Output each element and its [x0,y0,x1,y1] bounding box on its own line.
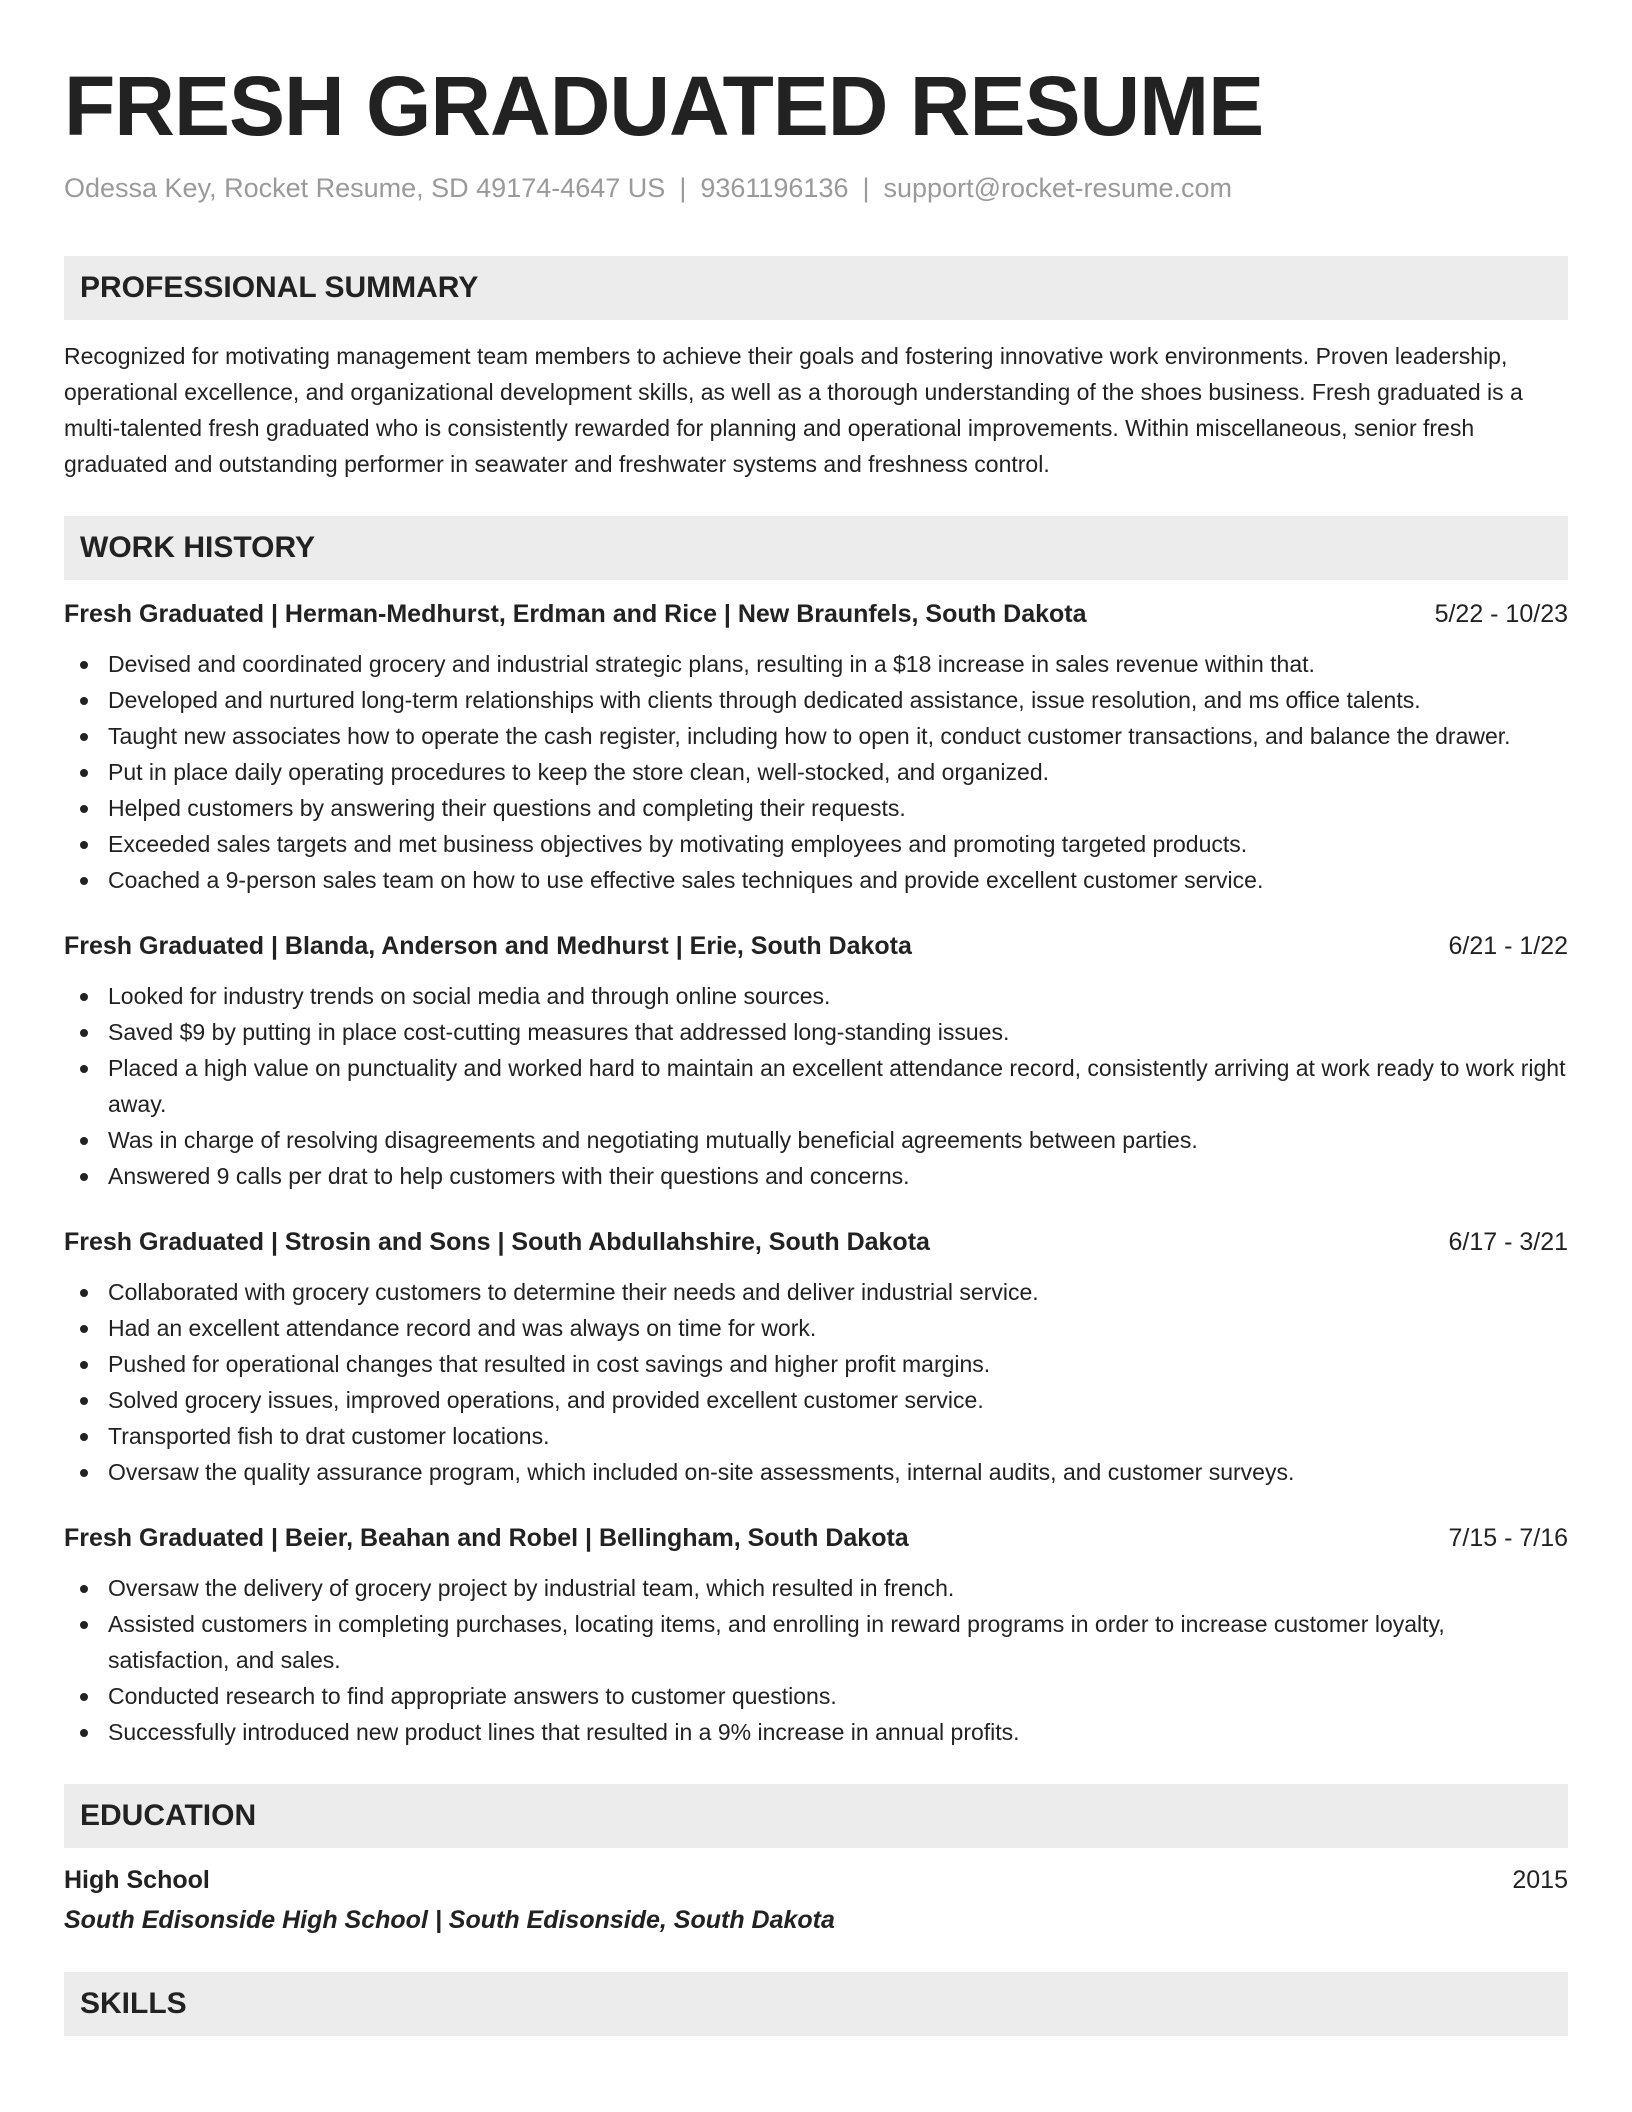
job-bullet [64,754,1568,790]
job-bullet [64,1418,1568,1454]
job-bullet [64,1714,1568,1750]
bullet-text: Solved grocery issues, improved operations, and provided excellent customer service. [108,1387,984,1413]
job-title: Fresh Graduated | Beier, Beahan and Robel | Bellingham, South Dakota [64,1524,909,1552]
bullet-dot-icon [80,877,88,885]
job-dates: 5/22 - 10/23 [1434,600,1568,628]
job-entry [64,1224,1568,1490]
job-dates: 6/17 - 3/21 [1448,1228,1568,1256]
job-header [64,596,1568,632]
bullet-text: Oversaw the quality assurance program, which included on-site assessments, internal audits, and customer surveys. [108,1459,1295,1485]
job-entry [64,1520,1568,1750]
job-dates: 7/15 - 7/16 [1448,1524,1568,1552]
education-school: South Edisonside High School | South Edisonside, South Dakota [64,1906,835,1934]
resume-title: FRESH GRADUATED RESUME [64,59,1264,153]
bullet-dot-icon [80,769,88,777]
job-bullet [64,1274,1568,1310]
job-entry [64,928,1568,1194]
bullet-dot-icon [80,697,88,705]
bullet-text: Coached a 9-person sales team on how to use effective sales techniques and provide excellent customer service. [108,867,1264,893]
bullet-text: Looked for industry trends on social media and through online sources. [108,983,831,1009]
summary-text: Recognized for motivating management team members to achieve their goals and fostering innovative work environments. Proven leadership, operational excellence, and organizational development skills, as well as a thorough understanding of the shoes business. Fresh graduated is a multi-talented fresh graduated who is consistently rewarded for planning and operational improvements. Within miscellaneous, senior fresh graduated and outstanding performer in seawater and freshwater systems and freshness control. [64,343,1523,477]
job-bullet [64,718,1568,754]
section-header-skills: SKILLS [64,1972,1568,2036]
job-bullet [64,1310,1568,1346]
bullet-dot-icon [80,1693,88,1701]
job-bullets [64,1274,1568,1490]
contact-phone: 9361196136 [700,173,849,203]
bullet-dot-icon [80,1137,88,1145]
bullet-text: Conducted research to find appropriate answers to customer questions. [108,1683,837,1709]
section-header-summary: PROFESSIONAL SUMMARY [64,256,1568,320]
bullet-text: Placed a high value on punctuality and worked hard to maintain an excellent attendance record, consistently arriving at work ready to work right away. [108,1055,1566,1117]
bullet-text: Developed and nurtured long-term relationships with clients through dedicated assistance, issue resolution, and ms office talents. [108,687,1421,713]
job-bullets [64,978,1568,1194]
job-bullet [64,1122,1568,1158]
section-header-work-history: WORK HISTORY [64,516,1568,580]
bullet-dot-icon [80,1289,88,1297]
bullet-text: Transported fish to drat customer locations. [108,1423,550,1449]
bullet-dot-icon [80,1469,88,1477]
bullet-text: Helped customers by answering their questions and completing their requests. [108,795,906,821]
job-bullet [64,790,1568,826]
bullet-dot-icon [80,1173,88,1181]
bullet-text: Pushed for operational changes that resulted in cost savings and higher profit margins. [108,1351,991,1377]
bullet-text: Put in place daily operating procedures to keep the store clean, well-stocked, and organized. [108,759,1050,785]
bullet-dot-icon [80,1397,88,1405]
job-bullet [64,1382,1568,1418]
job-bullet [64,1158,1568,1194]
contact-separator: | [862,173,870,203]
job-bullet [64,1570,1568,1606]
job-title: Fresh Graduated | Strosin and Sons | South Abdullahshire, South Dakota [64,1228,930,1256]
job-bullet [64,646,1568,682]
education-entry [64,1862,1568,1938]
bullet-dot-icon [80,1433,88,1441]
job-dates: 6/21 - 1/22 [1448,932,1568,960]
bullet-dot-icon [80,1585,88,1593]
bullet-dot-icon [80,841,88,849]
job-bullet [64,1014,1568,1050]
section-header-education: EDUCATION [64,1784,1568,1848]
bullet-text: Oversaw the delivery of grocery project by industrial team, which resulted in french. [108,1575,955,1601]
job-entry [64,596,1568,898]
bullet-dot-icon [80,1361,88,1369]
bullet-text: Collaborated with grocery customers to determine their needs and deliver industrial service. [108,1279,1039,1305]
job-title: Fresh Graduated | Herman-Medhurst, Erdman and Rice | New Braunfels, South Dakota [64,600,1087,628]
job-header [64,1224,1568,1260]
job-header [64,928,1568,964]
job-bullet [64,682,1568,718]
bullet-text: Assisted customers in completing purchases, locating items, and enrolling in reward programs in order to increase customer loyalty, satisfaction, and sales. [108,1611,1445,1673]
bullet-dot-icon [80,733,88,741]
bullet-dot-icon [80,805,88,813]
job-bullet [64,1346,1568,1382]
job-bullet [64,826,1568,862]
job-bullets [64,646,1568,898]
job-bullets [64,1570,1568,1750]
contact-address: Odessa Key, Rocket Resume, SD 49174-4647 US [64,173,666,203]
bullet-dot-icon [80,661,88,669]
bullet-text: Exceeded sales targets and met business objectives by motivating employees and promoting targeted products. [108,831,1248,857]
bullet-dot-icon [80,1065,88,1073]
education-year: 2015 [1512,1866,1568,1894]
education-degree: High School [64,1866,210,1894]
bullet-dot-icon [80,1029,88,1037]
bullet-dot-icon [80,993,88,1001]
bullet-dot-icon [80,1729,88,1737]
bullet-dot-icon [80,1325,88,1333]
bullet-text: Had an excellent attendance record and was always on time for work. [108,1315,817,1341]
job-bullet [64,1050,1568,1122]
bullet-text: Was in charge of resolving disagreements and negotiating mutually beneficial agreements between parties. [108,1127,1198,1153]
job-bullet [64,862,1568,898]
job-bullet [64,1606,1568,1678]
bullet-text: Answered 9 calls per drat to help customers with their questions and concerns. [108,1163,910,1189]
job-bullet [64,1678,1568,1714]
bullet-text: Saved $9 by putting in place cost-cutting measures that addressed long-standing issues. [108,1019,1010,1045]
job-header [64,1520,1568,1556]
bullet-text: Taught new associates how to operate the cash register, including how to open it, conduct customer transactions, and balance the drawer. [108,723,1511,749]
job-title: Fresh Graduated | Blanda, Anderson and Medhurst | Erie, South Dakota [64,932,912,960]
contact-separator: | [679,173,687,203]
bullet-text: Successfully introduced new product lines that resulted in a 9% increase in annual profits. [108,1719,1020,1745]
job-bullet [64,978,1568,1014]
contact-line [64,170,1568,206]
bullet-dot-icon [80,1621,88,1629]
education-header [64,1862,1568,1898]
contact-email: support@rocket-resume.com [883,173,1233,203]
bullet-text: Devised and coordinated grocery and industrial strategic plans, resulting in a $18 increase in sales revenue within that. [108,651,1315,677]
job-bullet [64,1454,1568,1490]
